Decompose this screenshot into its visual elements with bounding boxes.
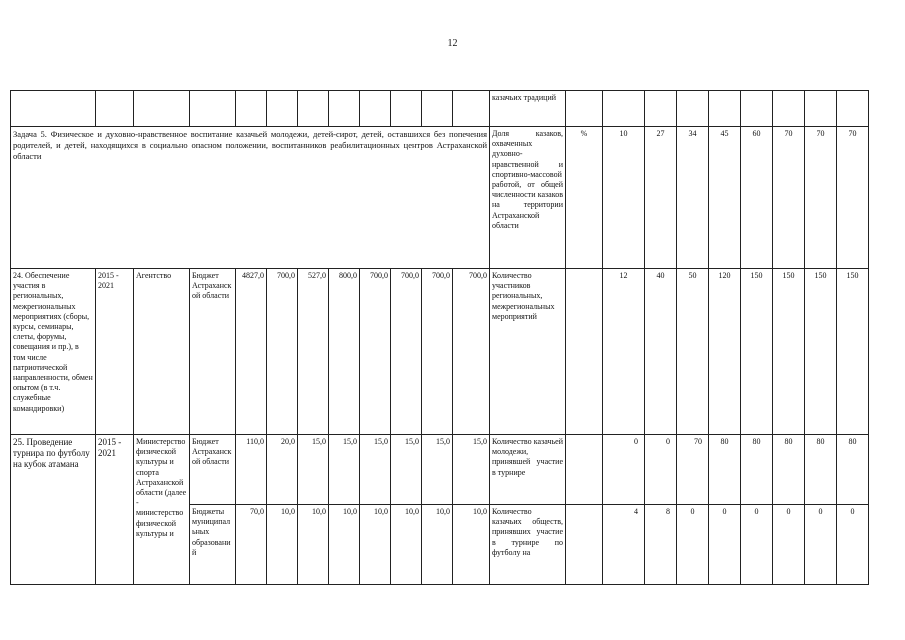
value-cell: 150 xyxy=(741,269,773,435)
value-cell: 70 xyxy=(773,127,805,269)
value-cell: 40 xyxy=(645,269,677,435)
finance-cell: 700,0 xyxy=(360,269,391,435)
cell-empty xyxy=(645,91,677,127)
finance-cell: 20,0 xyxy=(267,435,298,505)
source-cell: Бюджеты муниципальных образований xyxy=(190,505,236,585)
finance-cell: 15,0 xyxy=(298,435,329,505)
value-cell: 0 xyxy=(741,505,773,585)
cell-empty xyxy=(236,91,267,127)
activity-name: 25. Проведение турнира по футболу на кубок атамана xyxy=(11,435,96,585)
finance-cell: 10,0 xyxy=(298,505,329,585)
value-cell: 80 xyxy=(741,435,773,505)
value-cell: 80 xyxy=(837,435,869,505)
indicator-cell: Количество участников региональных, межрегиональных мероприятий xyxy=(490,269,566,435)
value-cell: 150 xyxy=(773,269,805,435)
value-cell: 27 xyxy=(645,127,677,269)
task-description: Задача 5. Физическое и духовно-нравственное воспитание казачьей молодежи, детей-сирот, детей, оставшихся без попечения родителей, и детей, находящихся в социально опасном положении, воспитанников реабилитационных центров Астраханской области xyxy=(11,127,490,269)
value-cell: 45 xyxy=(709,127,741,269)
cell-empty xyxy=(566,91,603,127)
value-cell: 150 xyxy=(837,269,869,435)
finance-cell: 10,0 xyxy=(422,505,453,585)
finance-cell: 700,0 xyxy=(453,269,490,435)
cell-empty xyxy=(453,91,490,127)
cell-empty xyxy=(267,91,298,127)
value-cell: 80 xyxy=(773,435,805,505)
indicator-cell: казачьих традиций xyxy=(490,91,566,127)
indicator-cell: Количество казачьей молодежи, принявшей участие в турнире xyxy=(490,435,566,505)
finance-cell: 110,0 xyxy=(236,435,267,505)
cell-empty xyxy=(773,91,805,127)
source-cell: Бюджет Астраханской области xyxy=(190,435,236,505)
value-cell: 0 xyxy=(677,505,709,585)
cell-empty xyxy=(837,91,869,127)
value-cell: 34 xyxy=(677,127,709,269)
value-cell: 0 xyxy=(709,505,741,585)
value-cell: 70 xyxy=(677,435,709,505)
finance-cell: 4827,0 xyxy=(236,269,267,435)
finance-cell: 15,0 xyxy=(453,435,490,505)
cell-empty xyxy=(329,91,360,127)
unit-cell xyxy=(566,505,603,585)
table-row-25a xyxy=(11,435,869,505)
value-cell: 0 xyxy=(603,435,645,505)
value-cell: 80 xyxy=(805,435,837,505)
unit-cell xyxy=(566,435,603,505)
table-row-24 xyxy=(11,269,869,435)
table-row-task5 xyxy=(11,127,869,269)
finance-cell: 700,0 xyxy=(422,269,453,435)
cell-empty xyxy=(603,91,645,127)
finance-cell: 10,0 xyxy=(329,505,360,585)
finance-cell: 15,0 xyxy=(391,435,422,505)
finance-cell: 10,0 xyxy=(391,505,422,585)
finance-cell: 10,0 xyxy=(453,505,490,585)
cell-empty xyxy=(11,91,96,127)
value-cell: 0 xyxy=(773,505,805,585)
value-cell: 50 xyxy=(677,269,709,435)
finance-cell: 15,0 xyxy=(422,435,453,505)
value-cell: 70 xyxy=(837,127,869,269)
value-cell: 8 xyxy=(645,505,677,585)
cell-empty xyxy=(134,91,190,127)
finance-cell: 527,0 xyxy=(298,269,329,435)
value-cell: 60 xyxy=(741,127,773,269)
executor-cell: Агентство xyxy=(134,269,190,435)
cell-empty xyxy=(360,91,391,127)
finance-cell: 10,0 xyxy=(360,505,391,585)
finance-cell: 10,0 xyxy=(267,505,298,585)
cell-empty xyxy=(190,91,236,127)
value-cell: 12 xyxy=(603,269,645,435)
value-cell: 0 xyxy=(805,505,837,585)
value-cell: 150 xyxy=(805,269,837,435)
finance-cell: 800,0 xyxy=(329,269,360,435)
period-cell: 2015 - 2021 xyxy=(96,269,134,435)
unit-cell: % xyxy=(566,127,603,269)
unit-cell xyxy=(566,269,603,435)
finance-cell: 15,0 xyxy=(360,435,391,505)
indicator-cell: Количество казачьих обществ, принявших участие в турнире по футболу на xyxy=(490,505,566,585)
cell-empty xyxy=(677,91,709,127)
cell-empty xyxy=(709,91,741,127)
value-cell: 80 xyxy=(709,435,741,505)
finance-cell: 70,0 xyxy=(236,505,267,585)
program-table xyxy=(10,90,869,585)
cell-empty xyxy=(391,91,422,127)
cell-empty xyxy=(805,91,837,127)
table-row-top xyxy=(11,91,869,127)
cell-empty xyxy=(422,91,453,127)
cell-empty xyxy=(96,91,134,127)
page-number: 12 xyxy=(447,38,458,49)
finance-cell: 15,0 xyxy=(329,435,360,505)
cell-empty xyxy=(298,91,329,127)
finance-cell: 700,0 xyxy=(391,269,422,435)
indicator-cell: Доля казаков, охваченных духовно-нравственной и спортивно-массовой работой, от общей численности казаков на территории Астраханской области xyxy=(490,127,566,269)
activity-name: 24. Обеспечение участия в региональных, межрегиональных мероприятиях (сборы, курсы, семинары, слеты, форумы, совещания и пр.), в том числе патриотической направленности, обмен опытом (в т.ч. служебные командировки) xyxy=(11,269,96,435)
value-cell: 4 xyxy=(603,505,645,585)
executor-cell: Министерство физической культуры и спорта Астраханской области (далее - министерство физической культуры и xyxy=(134,435,190,585)
value-cell: 0 xyxy=(645,435,677,505)
source-cell: Бюджет Астраханской области xyxy=(190,269,236,435)
value-cell: 0 xyxy=(837,505,869,585)
value-cell: 70 xyxy=(805,127,837,269)
value-cell: 10 xyxy=(603,127,645,269)
cell-empty xyxy=(741,91,773,127)
value-cell: 120 xyxy=(709,269,741,435)
finance-cell: 700,0 xyxy=(267,269,298,435)
period-cell: 2015 - 2021 xyxy=(96,435,134,585)
